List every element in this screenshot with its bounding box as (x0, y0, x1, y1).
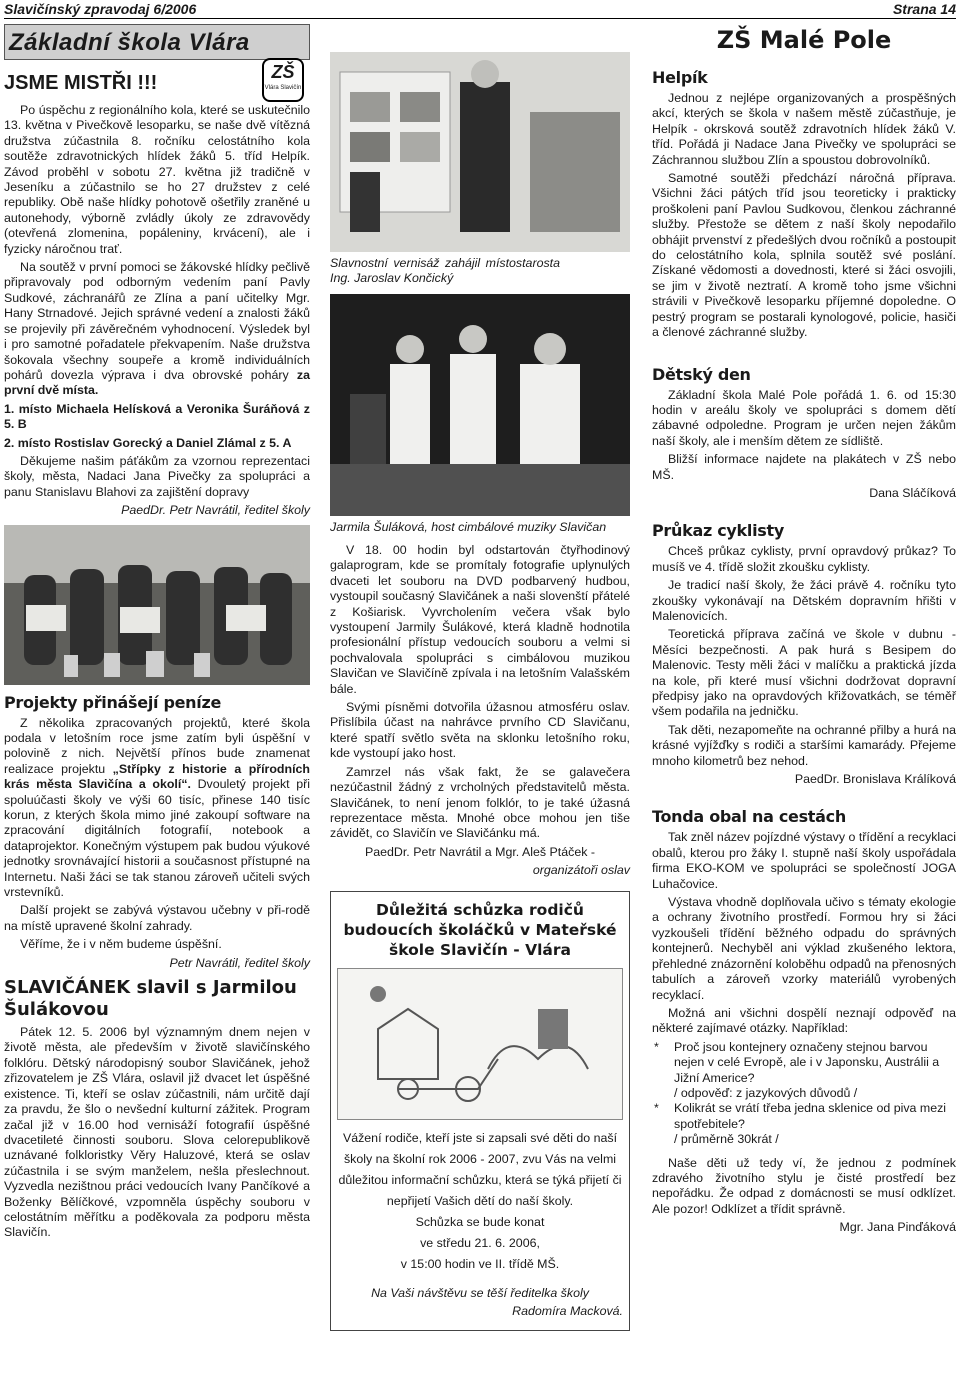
paragraph: Pátek 12. 5. 2006 byl významným dnem nejen v životě města, ale především v životě slavičínského folklóru. Dětský národopisný soubor Slavičánek, jehož zřizovatelem je ZŠ Vlára, oslavil již dvacet let úspěšné existence. Ti, kteří se oslav zúčastnili, nám určitě dají za pravdu, že šlo o nevšední kulturní zážitek. Program začal již v 16.00 hod vernisáží fotografií úspěšné dvacetileté činnosti souboru. Slova celorepublikově uznávané folkloristky Věry Haluzové, která se oslav zúčastnila i se svým manželem, nešla přeslechnout. Vyzvedla nezištnou práci vedoucích Ivany Pančíkové a Boženky Bělíčkové, vzpomněla úspěchy souboru v celostátním měřítku a poděkovala za podporu města Slavičín. (4, 1025, 310, 1240)
signature: PaedDr. Petr Navrátil a Mgr. Aleš Ptáček - (364, 844, 595, 859)
signature: Dana Sláčíková (869, 485, 956, 500)
result-second: 2. místo Rostislav Gorecký a Daniel Zlámal z 5. A (4, 435, 292, 450)
column-1 (4, 24, 310, 1244)
paragraph: V 18. 00 hodin byl odstartován čtyřhodinový galaprogram, kde se promítaly fotografie uplynulých dvaceti let souboru na DVD podbarvený hudbou, vystoupil současný Slavičánek a naši slovenští přátelé z Košiarisk. Vyvrcholením večera však bylo vystoupení Jarmily Šulákové, která kladně hodnotila profesionální přístup vedoucích souboru a velmi si pochvalovala spolupráci s cimbálovou muzikou Slavičan ve Slavičíně zpívala i na letošním Valašském bále. (330, 543, 630, 696)
quiz-question: * Proč jsou kontejnery označeny stejnou barvou nejen v celé Evropě, ale i v Japonsku, Austrálii a Jižní Americe? (652, 1040, 956, 1086)
section-heading: Projekty přinášejí peníze (4, 692, 222, 712)
paragraph: Svými písněmi dotvořila úžasnou atmosféru oslav. Přislíbila účast na nahrávce prvního CD Slavičanu, které spatří světlo světa na sklonku letošního roku, kde vystoupí jako host. (330, 700, 630, 761)
paragraph: Jednou z nejlépe organizovaných a prospěšných akcí, kterých se škola v našem městě zúčastňuje, je Helpík - okrsková soutěž zdravotních hlídek žáků V. tříd. Pořádá ji Nadace Jana Pivečky ve spolupráci se Záchrannou službou Zlín a spoustou dobrovolníků. (652, 91, 956, 167)
quiz-answer: / odpověď: z jazykových důvodů / (674, 1085, 858, 1100)
section-heading: Průkaz cyklisty (652, 521, 784, 541)
logo-caption: Vlára Slavičín (264, 85, 302, 91)
signature-role: organizátoři oslav (532, 863, 630, 878)
paragraph (4, 716, 310, 901)
result-first: 1. místo Michaela Helísková a Veronika Šuráňová z 5. B (4, 401, 310, 432)
section-heading: SLAVIČÁNEK slavil s Jarmilou Šulákovou (4, 977, 297, 1021)
page-number: Strana 14 (892, 1, 956, 17)
section-banner (4, 24, 310, 60)
paragraph: Bližší informace najdete na plakátech v ZŠ nebo MŠ. (652, 452, 956, 482)
paragraph (4, 260, 310, 399)
meeting-notice (330, 891, 630, 1331)
notice-text: Schůzka se bude konat (415, 1214, 545, 1229)
paragraph: Tak děti, nezapomeňte na ochranné přilby a hurá na krásné vyjížďky s rodiči a staršími kamarády. Přejeme mnoho kilometrů bez nehod. (652, 722, 956, 768)
section-heading: Tonda obal na cestách (652, 807, 846, 827)
child-drawing (337, 968, 623, 1120)
signature: PaedDr. Petr Navrátil, ředitel školy (121, 503, 310, 518)
child-drawing-graphic (338, 969, 623, 1119)
quiz-answer: / průměrně 30krát / (674, 1132, 779, 1147)
signature: PaedDr. Bronislava Králíková (794, 772, 956, 787)
publication-title: Slavičínský zpravodaj 6/2006 (4, 1, 197, 17)
banner-title: Základní škola Vlára (9, 29, 250, 56)
paragraph: Zamrzel nás však fakt, že se galavečera nezúčastnil žádný z vrcholných představitelů města. Slavičánek, to není jenom folklór, to je také úžasná reprezentace města. Mnohé obce mohou jen tiše závidět, co Slavičín ve Slavičánku má. (330, 764, 630, 841)
column-3 (652, 24, 956, 1239)
paragraph: Tak zněl název pojízdné výstavy o třídění a recyklaci obalů, kterou pro žáky I. stupně naší školy uspořádala firma EKO-KOM ve spolupráci se společností JOGA Luhačovice. (652, 830, 956, 891)
photo-caption: Slavnostní vernisáž zahájil místostarosta Ing. Jaroslav Končický (330, 256, 560, 285)
paragraph-text: Na soutěž v první pomoci se žákovské hlídky pečlivě připravovaly pod odborným vedením paní Pavly Sudkové, záchranářů ze Zlína a paní učitelky Mgr. Hany Strnadové. Jejich správné vedení a znalosti žáků se projevily při závěrečném vyhodnocení. Výsledek byl i pro samotné pořadatele překvapením. Naše družstva šokovala všechny soupeře a kromě individuálních pohárů dovezla výprava i dva obrovské poháry (4, 260, 310, 382)
paragraph: Po úspěchu z regionálního kola, které se uskutečnilo 13. května v Pivečkově lesoparku, se naše dvě vítězná družstva zúčastnila 8. ročníku celostátního kola soutěže zdravotnických hlídek žáků 5. tříd Helpík. Závod proběhl v sobotu 27. května již tradičně v Jeseníku a zúčastnilo se ho 27 družstev z celé republiky. Obě naše hlídky pohotově ošetřily zraněné u autonehody, výborně zvládly úkoly ze zdravovědy (otevřená zlomenina, popáleniny, krvácení), ale i fyzicky náročnou trať. (4, 103, 310, 256)
paragraph: Výstava vhodně doplňovala učivo s tématy ekologie a ochrany životního prostředí. Formou hry si žáci vyzkoušeli třídění běžného odpadu do správných kontejnerů. Nechyběl ani výklad zkušeného lektora, přehledné znázornění koloběhu odpadů na přenosných tabulích a zároveň vzorky materiálů vyrobených recyklací. (652, 895, 956, 1002)
signature: Petr Navrátil, ředitel školy (169, 955, 310, 970)
column-2 (330, 52, 630, 1331)
notice-closing: Na Vaši návštěvu se těší ředitelka školy (371, 1285, 589, 1300)
photo-winners-graphic (4, 525, 310, 685)
notice-date: ve středu 21. 6. 2006, (420, 1235, 540, 1250)
paragraph-text: Dvouletý projekt při spoluúčasti školy ve výši 60 tisíc, přinese 140 tisíc korun, z kterých škola mimo jiné zakoupí software na zpracování digitálních fotografií, notebook a dataprojektor. Konečným výstupem pak budou výukové jednotky srovnávající historii a současnost přístupné na Internetu. Naši žáci se tak stanou zároveň učiteli svých vrstevníků. (4, 777, 310, 900)
article-title: JSME MISTŘI !!! (4, 72, 158, 94)
photo-vernissage (330, 52, 630, 252)
photo-winners (4, 525, 310, 685)
paragraph-emphasis: za první dvě místa. (4, 367, 310, 398)
paragraph: Věříme, že i v něm budeme úspěšní. (20, 937, 222, 952)
paragraph: Naše děti už tedy ví, že jednou z podmínek zdravého životního stylu je čisté prostředí bez nepořádku. Že odpad z domácnosti se musí odklízet. Ale pozor! Odklízet a třídit správně. (652, 1155, 956, 1216)
quiz-question: * Kolikrát se vrátí třeba jedna sklenice od piva mezi spotřebitele? (652, 1101, 956, 1132)
signature: Mgr. Jana Pinďáková (839, 1220, 956, 1235)
paragraph: Základní škola Malé Pole pořádá 1. 6. od 15:30 hodin v areálu školy ve spolupráci s domem dětí zábavné odpoledne. Program je určen nejen žákům naší školy, ale i menším dětem ze sídliště. (652, 387, 956, 448)
paragraph: Teoretická příprava začíná ve škole v dubnu - Měsíci bezpečnosti. A pak hurá s Besipem do Malenovic. Testy měli žáci v malíčku a praktická jízda na kole, při které musí všichni dodržovat dopravní předpisy jako na opravdových křižovatkách, se téměř všem podařila na jedničku. (652, 627, 956, 719)
school-logo (262, 58, 304, 102)
notice-title: Důležitá schůzka rodičů budoucích školáčků v Mateřské škole Slavičín - Vlára (343, 900, 617, 959)
project-title: „Střípky z historie a přírodních krás města Slavičína a okolí“. (4, 761, 310, 792)
paragraph-text: Z několika zpracovaných projektů, které škola podala v letošním roce jsme zatím byli úspěšní v polovině z nich. Největší přínos bude znamenat realizace projektu (4, 715, 310, 776)
paragraph: Další projekt se zabývá výstavou učebny v při-rodě na místě upravené školní zahrady. (4, 903, 310, 933)
photo-folk-music-graphic (330, 294, 630, 516)
photo-caption: Jarmila Šuláková, host cimbálové muziky Slavičan (330, 520, 607, 534)
photo-folk-music (330, 294, 630, 516)
photo-vernissage-graphic (330, 52, 630, 252)
quiz-list (652, 1040, 956, 1148)
notice-signature: Radomíra Macková. (512, 1303, 623, 1318)
section-heading: Dětský den (652, 364, 751, 384)
notice-text: Vážení rodiče, kteří jste si zapsali své děti do naší školy na školní rok 2006 - 2007, zvu Vás na velmi důležitou informační schůzku, která se týká přijetí či nepřijetí Vašich dětí do naší školy. (338, 1130, 622, 1208)
section-heading: Helpík (652, 68, 708, 87)
notice-time: v 15:00 hodin ve II. třídě MŠ. (400, 1256, 560, 1271)
page-header (4, 0, 956, 19)
paragraph: Chceš průkaz cyklisty, první opravdový průkaz? To musíš ve 4. třídě složit zkoušku cyklisty. (652, 544, 956, 574)
paragraph: Samotné soutěži předchází náročná příprava. Všichni žáci pátých tříd jsou teoreticky i prakticky proškoleni paní Pavlou Sudkovou, členkou záchranné služby. Přestože se dětem z naší školy nepodařilo obhájit prvenství z předešlých dvou ročníků a postoupit do celostátního kola, splnila soutěž své poslání. Získané vědomosti a dovednosti, které si žáci osvojili, se jim v životě neztratí. A kromě toho jsme všichni strávili v Pivečkově lesoparku příjemné dopoledne. O pestrý program se postarali kynologové, policie, hasiči a členové záchranné služby. (652, 171, 956, 340)
school-title: ZŠ Malé Pole (716, 26, 892, 54)
paragraph: Možná ani všichni dospělí neznají odpověď na některé zajímavé otázky. Například: (652, 1005, 956, 1036)
paragraph: Je tradicí naší školy, že žáci právě 4. ročníku tyto zkoušky vykonávají na Dětském dopravním hřišti v Malenovicích. (652, 578, 956, 623)
paragraph: Děkujeme našim páťákům za vzornou reprezentaci školy, města, Nadaci Jana Pivečky za spolupráci a panu Stanislavu Blahovi za zajištění dopravy (4, 453, 310, 499)
logo-mark: ZŠ (271, 62, 295, 82)
